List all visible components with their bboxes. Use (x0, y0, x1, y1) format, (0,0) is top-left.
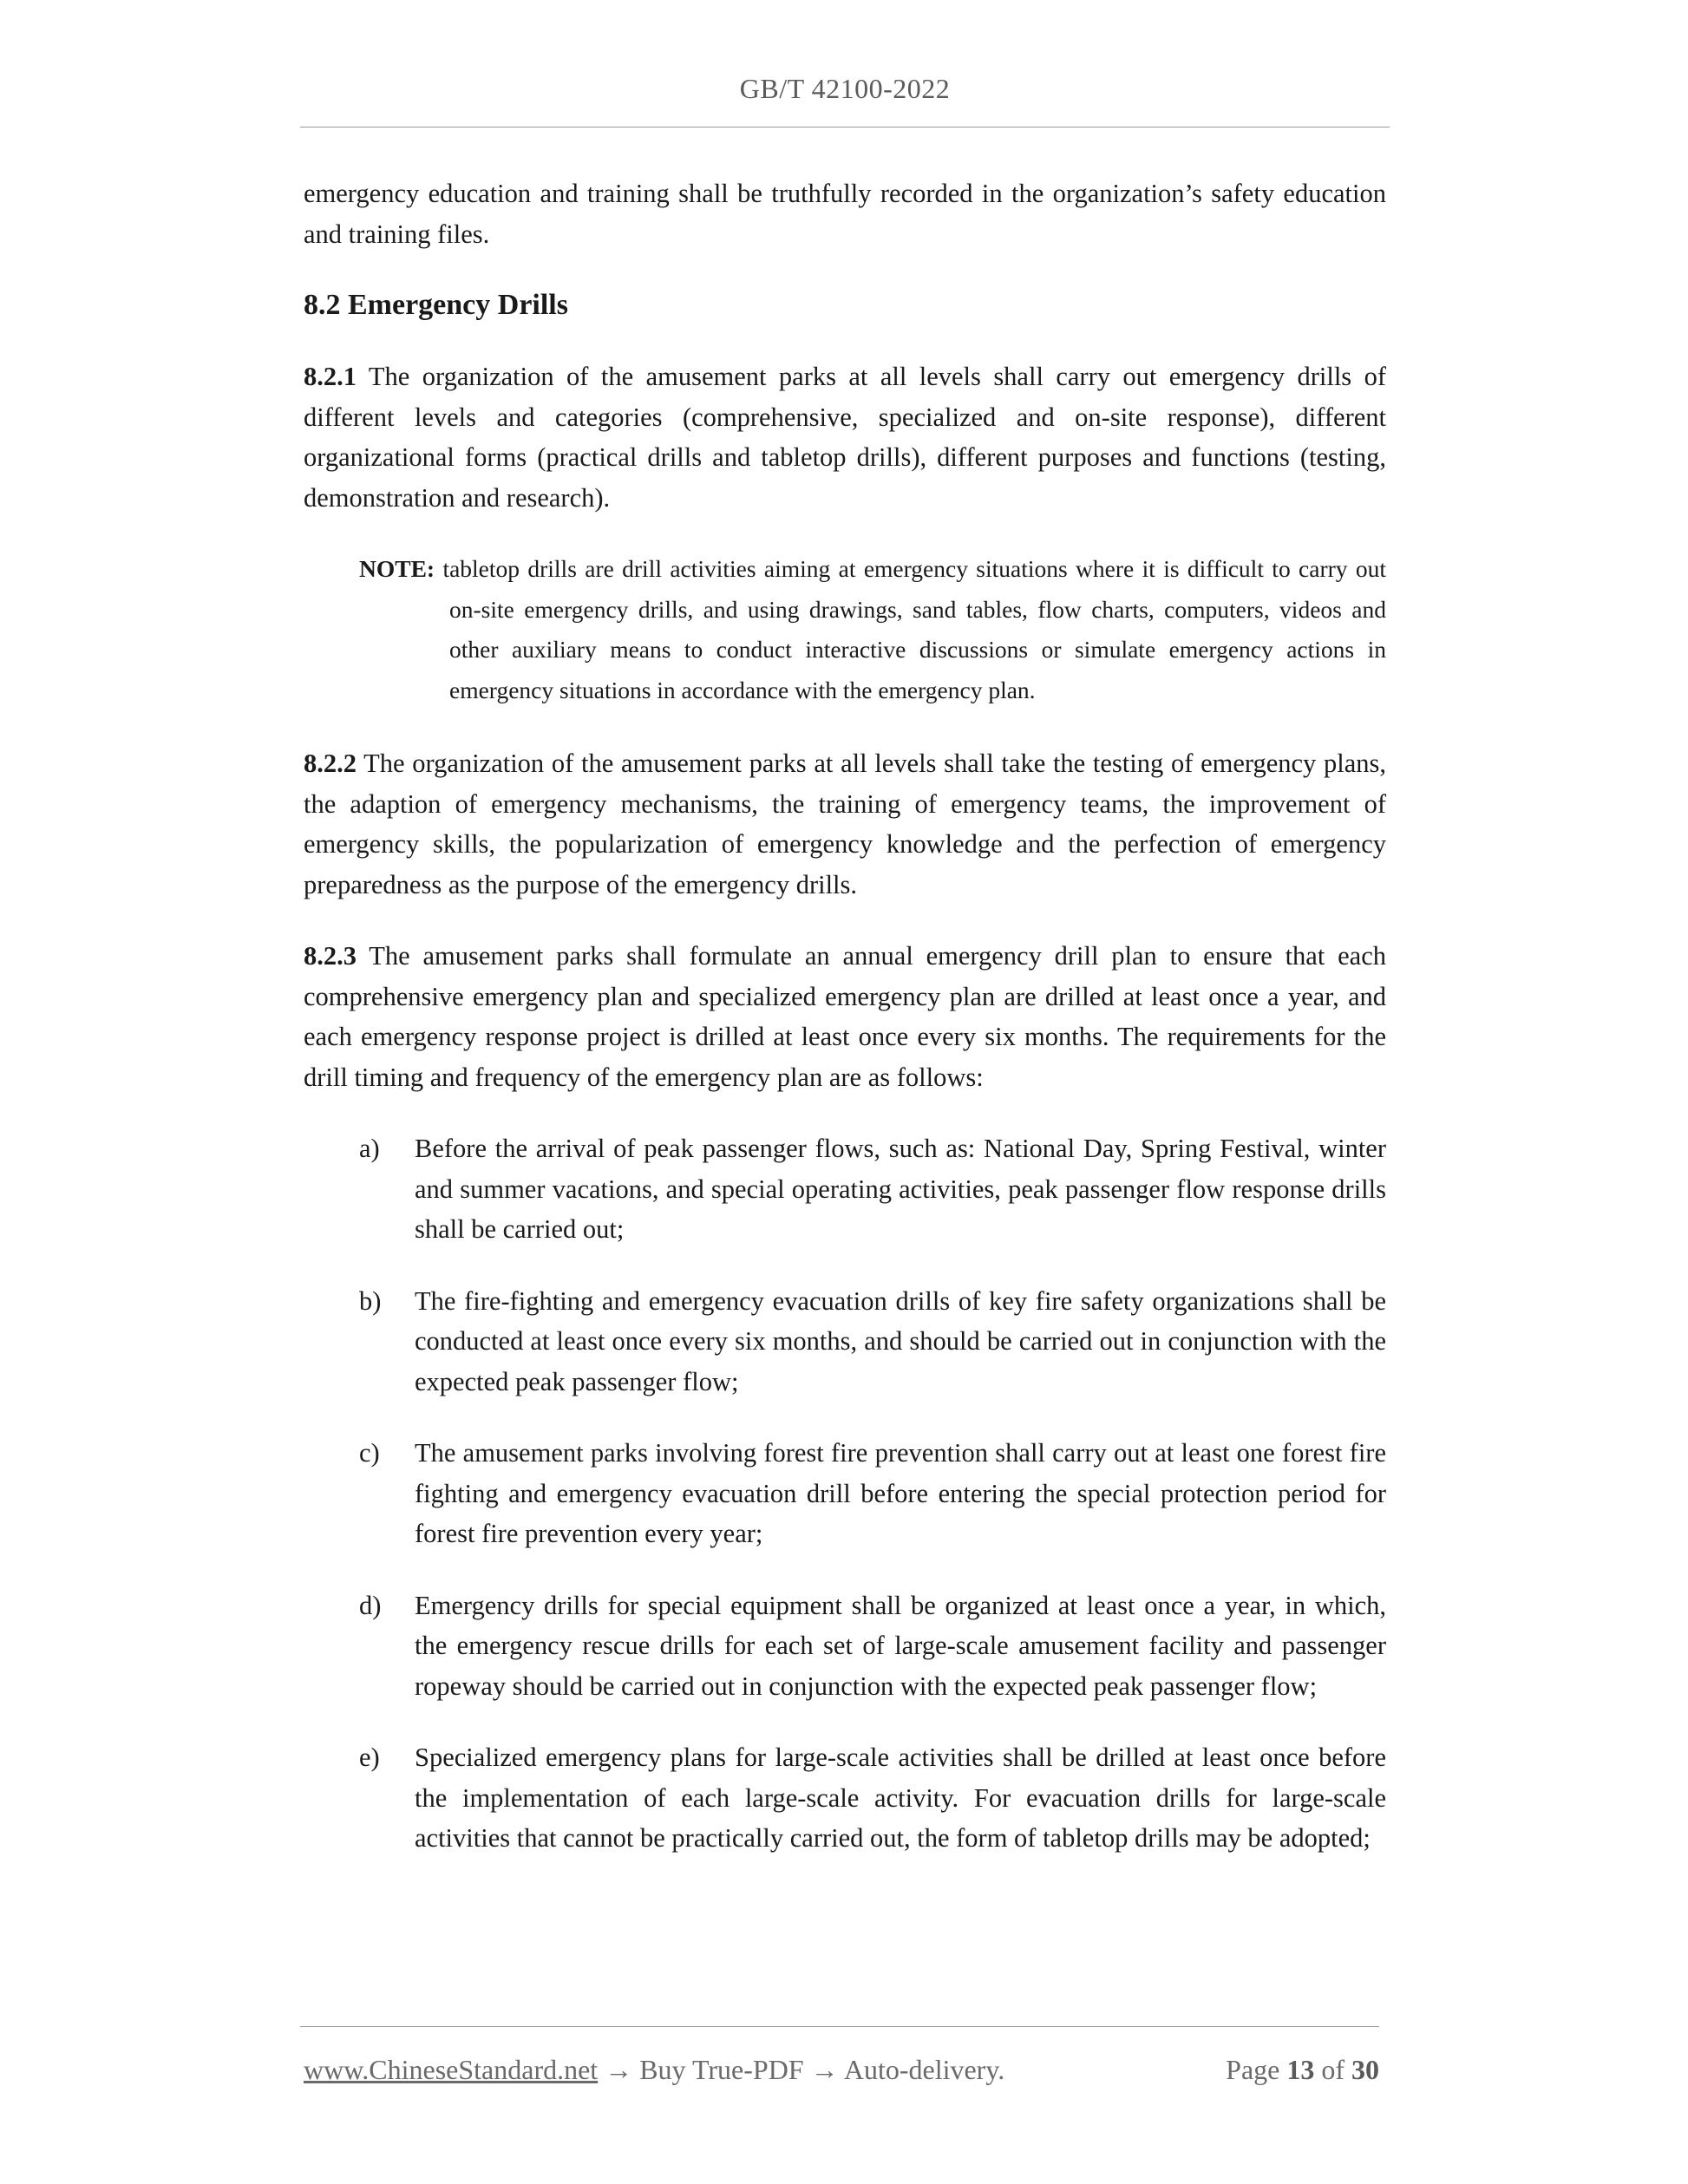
clause-number: 8.2.3 (304, 941, 357, 971)
note-label: NOTE: (359, 555, 435, 582)
auto-delivery-text: Auto-delivery. (843, 2054, 1005, 2085)
list-marker: a) (359, 1134, 380, 1163)
requirements-list (304, 1128, 1386, 1859)
page-body (304, 173, 1386, 1890)
list-item-text: The amusement parks involving forest fire prevention shall carry out at least one forest fire fighting and emergency evacuation drill before entering the special protection period for forest fire prevention every year; (415, 1438, 1386, 1548)
of-word: of (1321, 2054, 1345, 2085)
intro-paragraph: emergency education and training shall be truthfully recorded in the organization’s safety education and training files. (304, 179, 1386, 249)
clause-8-2-1 (304, 356, 1386, 518)
list-item-text: Specialized emergency plans for large-scale activities shall be drilled at least once before the implementation of each large-scale activity. For evacuation drills for large-scale activities that cannot be practically carried out, the form of tabletop drills may be adopted; (415, 1743, 1386, 1853)
list-marker: d) (359, 1590, 382, 1620)
list-marker: e) (359, 1743, 380, 1772)
header-divider (300, 127, 1390, 128)
footer-divider (300, 2026, 1379, 2027)
total-pages: 30 (1351, 2054, 1379, 2085)
clause-number: 8.2.1 (304, 362, 357, 391)
list-marker: b) (359, 1285, 382, 1316)
current-page: 13 (1286, 2054, 1315, 2085)
list-marker: c) (359, 1438, 380, 1468)
list-item (304, 1737, 1386, 1859)
clause-text: The organization of the amusement parks at all levels shall take the testing of emergency plans, the adaption of emergency mechanisms, the training of emergency teams, the improvement of emergency skills, the popularization of emergency knowledge and the perfection of emergency preparedness as the purpose of the emergency drills. (304, 749, 1387, 899)
website-link[interactable]: www.ChineseStandard.net (304, 2054, 599, 2085)
note-text: tabletop drills are drill activities aiming at emergency situations where it is difficult to carry out on-site emergency drills, and using drawings, sand tables, flow charts, computers, videos and other auxiliary means to conduct interactive discussions or simulate emergency actions in emergency situations in accordance with the emergency plan. (442, 555, 1386, 703)
list-item (304, 1281, 1386, 1403)
clause-text: The organization of the amusement parks at all levels shall carry out emergency drills of different levels and categories (comprehensive, specialized and on-site response), different organizational forms (practical drills and tabletop drills), different purposes and functions (testing, demonstration and research). (304, 362, 1386, 513)
list-item-text: Before the arrival of peak passenger flows, such as: National Day, Spring Festival, winter and summer vacations, and special operating activities, peak passenger flow response drills shall be carried out; (415, 1134, 1386, 1244)
clause-8-2-3 (304, 936, 1386, 1097)
footer-promo (304, 2052, 1004, 2087)
page-word: Page (1226, 2054, 1280, 2085)
list-item (304, 1433, 1386, 1554)
note-block (304, 549, 1386, 710)
buy-pdf-text: Buy True-PDF (639, 2054, 804, 2085)
arrow-right-icon: → (605, 2054, 633, 2085)
list-item (304, 1586, 1386, 1707)
list-item (304, 1128, 1386, 1250)
section-heading: 8.2 Emergency Drills (304, 289, 568, 321)
running-header: GB/T 42100-2022 (739, 73, 951, 104)
list-item-text: Emergency drills for special equipment shall be organized at least once a year, in which, the emergency rescue drills for each set of large-scale amusement facility and passenger ropeway should be carried out in conjunction with the expected peak passenger flow; (415, 1590, 1386, 1701)
list-item-text: The fire-fighting and emergency evacuation drills of key fire safety organizations shall be conducted at least once every six months, and should be carried out in conjunction with the expected peak passenger flow; (415, 1285, 1386, 1396)
page-number (1226, 2052, 1379, 2087)
clause-number: 8.2.2 (304, 749, 357, 778)
clause-text: The amusement parks shall formulate an annual emergency drill plan to ensure that each comprehensive emergency plan and specialized emergency plan are drilled at least once a year, and each emergency response project is drilled at least once every six months. The requirements for the drill timing and frequency of the emergency plan are as follows: (304, 941, 1386, 1092)
arrow-right-icon: → (810, 2054, 839, 2085)
clause-8-2-2 (304, 743, 1386, 905)
